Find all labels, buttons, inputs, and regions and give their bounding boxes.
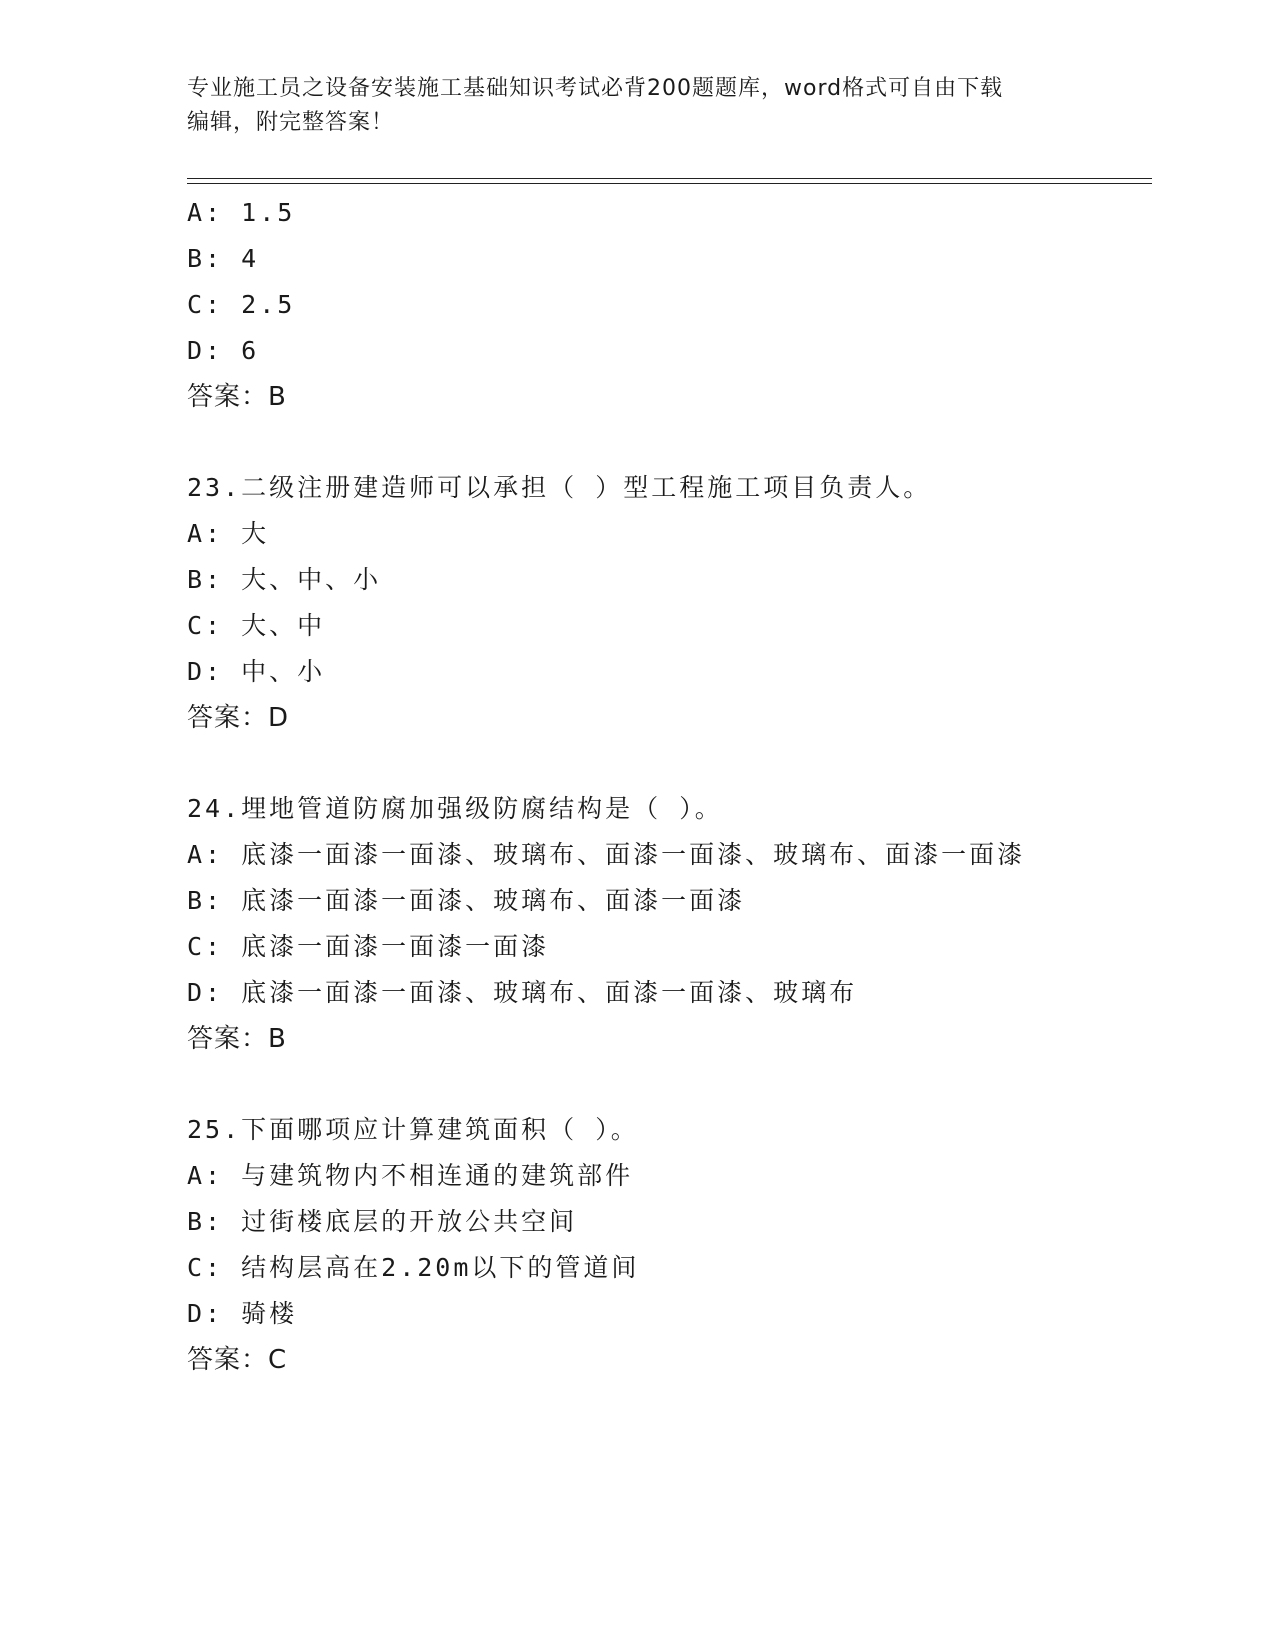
option-d: D: 中、小 [187,657,326,686]
option-d: D: 6 [187,336,260,365]
option-c: C: 结构层高在2.20m以下的管道间 [187,1253,640,1282]
answer-line: 答案：D [187,703,290,733]
option-b: B: 大、中、小 [187,565,382,594]
header-divider-top [187,178,1152,179]
option-a: A: 底漆一面漆一面漆、玻璃布、面漆一面漆、玻璃布、面漆一面漆 [187,840,1026,869]
option-a: A: 与建筑物内不相连通的建筑部件 [187,1161,634,1190]
option-a: A: 大 [187,519,270,548]
question-text: 25.下面哪项应计算建筑面积（ ）。 [187,1115,639,1144]
option-d: D: 底漆一面漆一面漆、玻璃布、面漆一面漆、玻璃布 [187,978,858,1007]
header-title-line-1: 专业施工员之设备安装施工基础知识考试必背200题题库，word格式可自由下载 [187,76,1004,101]
question-24-block [187,786,1152,1062]
answer-line: 答案：B [187,382,287,412]
spacer [187,741,1152,786]
option-b: B: 底漆一面漆一面漆、玻璃布、面漆一面漆 [187,886,746,915]
option-d: D: 骑楼 [187,1299,298,1328]
document-header [187,72,1077,140]
question-25-block [187,1107,1152,1383]
question-text: 23.二级注册建造师可以承担（ ）型工程施工项目负责人。 [187,473,932,502]
option-c: C: 大、中 [187,611,326,640]
answer-line: 答案：C [187,1345,288,1375]
question-text: 24.埋地管道防腐加强级防腐结构是（ ）。 [187,794,723,823]
header-title-line-2: 编辑，附完整答案！ [187,110,395,135]
option-c: C: 底漆一面漆一面漆一面漆 [187,932,550,961]
question-23-block [187,465,1152,741]
option-b: B: 过街楼底层的开放公共空间 [187,1207,578,1236]
header-divider-bottom [187,183,1152,184]
option-c: C: 2.5 [187,290,296,319]
answer-line: 答案：B [187,1024,287,1054]
option-a: A: 1.5 [187,198,296,227]
question-list [187,190,1152,1383]
question-22-block [187,190,1152,420]
option-b: B: 4 [187,244,260,273]
spacer [187,1062,1152,1107]
spacer [187,420,1152,465]
